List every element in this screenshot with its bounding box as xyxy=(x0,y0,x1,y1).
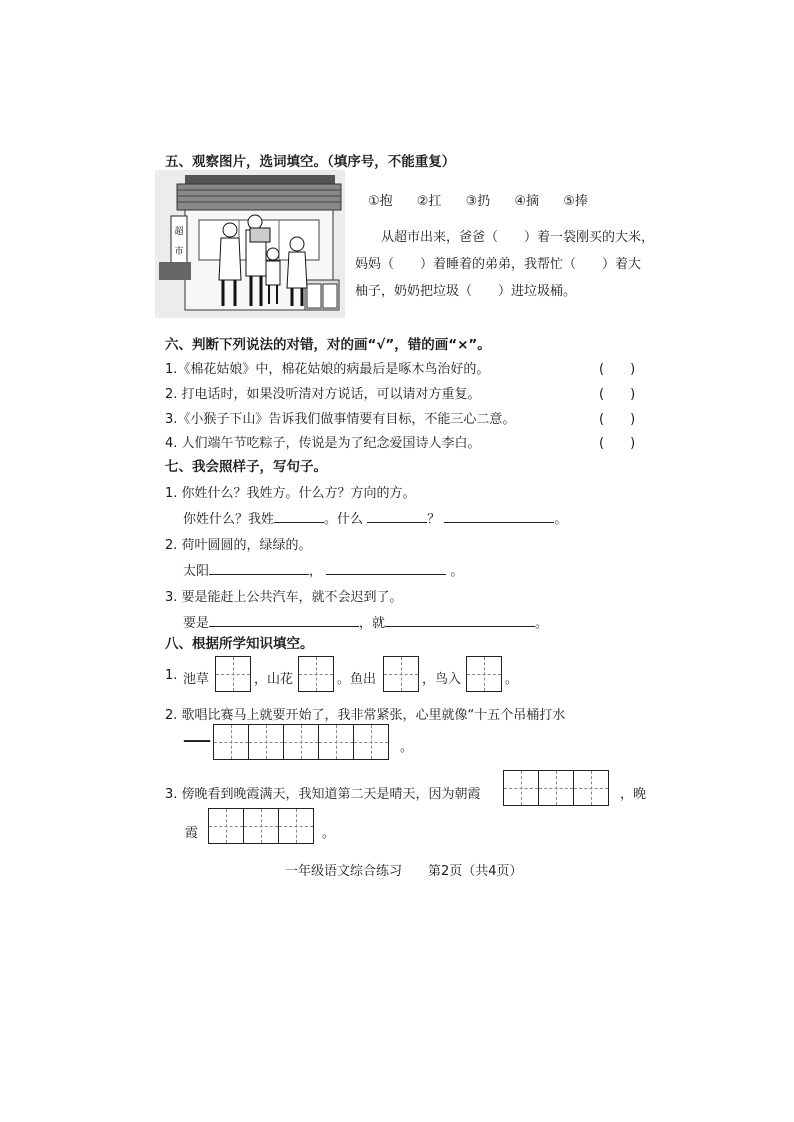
option-5: ⑤捧 xyxy=(563,194,588,209)
judge-item-1: 1.《棉花姑娘》中，棉花姑娘的病最后是啄木鸟治好的。 xyxy=(165,362,490,377)
blank-if[interactable] xyxy=(209,612,359,627)
section8-title: 八、根据所学知识填空。 xyxy=(165,636,314,652)
q8-3-text: 3. 傍晚看到晚霞满天，我知道第二天是晴天，因为朝霞 xyxy=(165,787,481,802)
char-grid-5[interactable] xyxy=(213,724,389,760)
q8-3-line2: 霞 xyxy=(185,826,199,841)
char-grid-7[interactable] xyxy=(208,808,314,844)
char-grid-3[interactable] xyxy=(383,656,419,692)
page-footer: 一年级语文综合练习 第2页（共4页） xyxy=(285,864,523,879)
passage-line-2: 妈妈（ ）着睡着的弟弟，我帮忙（ ）着大 xyxy=(355,257,642,272)
judge-item-4: 4. 人们端午节吃粽子，传说是为了纪念爱国诗人李白。 xyxy=(165,436,481,451)
q7-2-example: 2. 荷叶圆圆的，绿绿的。 xyxy=(165,538,312,553)
answer-paren-2[interactable]: ( ) xyxy=(599,387,636,402)
q7-3-answer-line xyxy=(183,612,548,631)
q7-2-text-b: ， xyxy=(309,564,323,579)
q7-1-text-a: 你姓什么？我姓 xyxy=(183,512,275,527)
q8-2-text: 2. 歌唱比赛马上就要开始了，我非常紧张，心里就像“十五个吊桶打水 xyxy=(165,708,566,723)
char-grid-2[interactable] xyxy=(298,656,334,692)
supermarket-illustration xyxy=(155,170,345,318)
q8-2-dash: —— xyxy=(183,731,209,749)
q7-1-text-c: ？ xyxy=(427,512,441,527)
blank-what[interactable] xyxy=(367,508,427,523)
q7-1-answer-line xyxy=(183,508,567,527)
blank-sun-1[interactable] xyxy=(209,560,309,575)
sign-char-1: 超 xyxy=(174,227,184,237)
q8-1-text-e: 。 xyxy=(505,672,519,687)
judge-item-2: 2. 打电话时，如果没听清对方说话，可以请对方重复。 xyxy=(165,387,481,402)
q7-3-text-c: 。 xyxy=(535,616,549,631)
q7-2-text-c: 。 xyxy=(450,564,464,579)
q8-2-end: 。 xyxy=(400,740,414,755)
q7-2-answer-line xyxy=(183,560,463,579)
answer-paren-3[interactable]: ( ) xyxy=(599,412,636,427)
section5-title: 五、观察图片，选词填空。（填序号，不能重复） xyxy=(165,154,456,170)
char-grid-1[interactable] xyxy=(215,656,251,692)
blank-explain[interactable] xyxy=(444,508,554,523)
option-4: ④摘 xyxy=(514,194,540,209)
q8-1-num: 1. xyxy=(165,668,178,683)
q7-1-example: 1. 你姓什么？我姓方。什么方？方向的方。 xyxy=(165,486,416,501)
answer-paren-4[interactable]: ( ) xyxy=(599,436,636,451)
option-1: ①抱 xyxy=(368,194,393,209)
q8-1-text-b: ，山花 xyxy=(254,672,294,687)
q7-3-text-a: 要是 xyxy=(183,616,210,631)
section6-title: 六、判断下列说法的对错，对的画“√”，错的画“×”。 xyxy=(165,337,491,353)
q8-3-end-1: ，晚 xyxy=(620,787,647,802)
blank-surname[interactable] xyxy=(274,508,324,523)
passage-line-1: 从超市出来，爸爸（ ）着一袋刚买的大米， xyxy=(381,230,655,245)
q7-3-text-b: ，就 xyxy=(359,616,386,631)
q7-3-example: 3. 要是能赶上公共汽车，就不会迟到了。 xyxy=(165,590,403,605)
blank-sun-2[interactable] xyxy=(326,560,446,575)
q7-2-text-a: 太阳 xyxy=(183,564,210,579)
char-grid-6[interactable] xyxy=(503,770,609,806)
q8-1-text-d: ，鸟入 xyxy=(422,672,462,687)
q8-1-text-c: 。鱼出 xyxy=(337,672,377,687)
section7-title: 七、我会照样子，写句子。 xyxy=(165,459,327,475)
passage-line-3: 柚子，奶奶把垃圾（ ）进垃圾桶。 xyxy=(355,284,577,299)
blank-then[interactable] xyxy=(385,612,535,627)
q7-1-text-b: 。什么 xyxy=(324,512,364,527)
q7-1-text-d: 。 xyxy=(554,512,568,527)
sign-char-2: 市 xyxy=(174,247,184,257)
word-options xyxy=(368,190,608,209)
answer-paren-1[interactable]: ( ) xyxy=(599,362,636,377)
char-grid-4[interactable] xyxy=(466,656,502,692)
judge-item-3: 3.《小猴子下山》告诉我们做事情要有目标，不能三心二意。 xyxy=(165,412,516,427)
option-2: ②扛 xyxy=(416,194,442,209)
q8-1-text-a: 池草 xyxy=(183,672,210,687)
option-3: ③扔 xyxy=(465,194,491,209)
q8-3-end-2: 。 xyxy=(322,826,336,841)
